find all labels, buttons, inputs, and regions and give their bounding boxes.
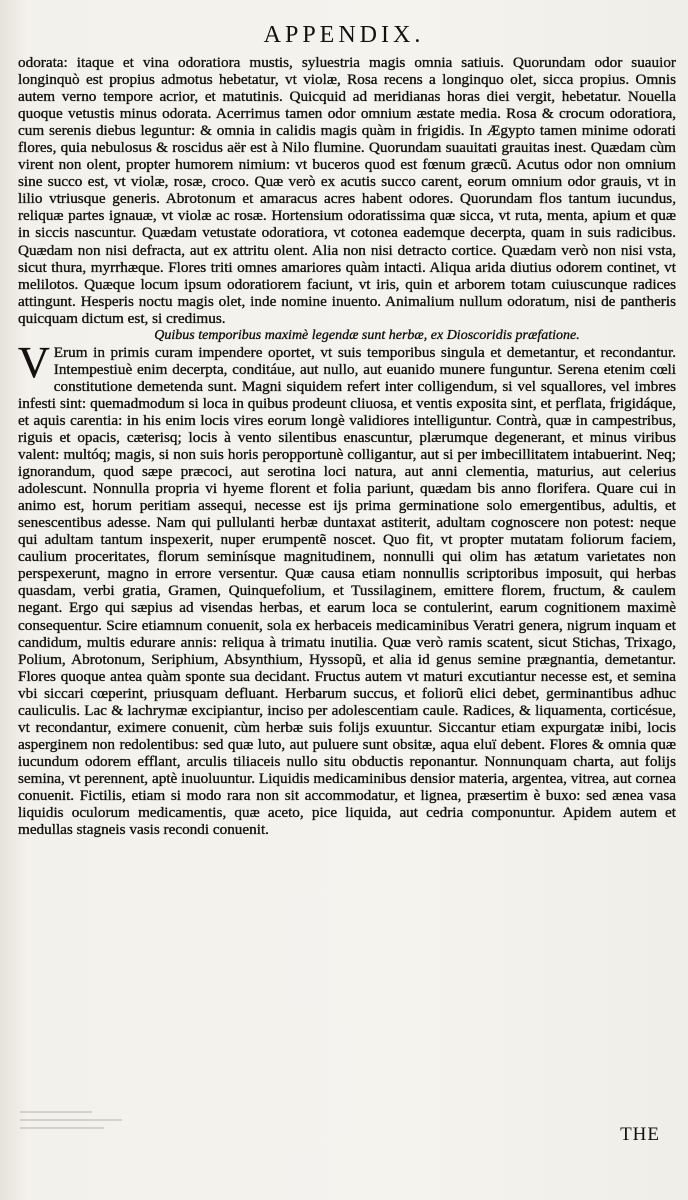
bleed-through-marks [20,1105,140,1145]
paragraph-odors: odorata: itaque et vina odoratiora mustis, syluestria magis omnia satiuis. Quorundam odor suauior longinquò est propius admotus hebetatur, vt violæ, Rosa recens a longinquo olet, sicca propius. Omnis autem verno tempore acrior, et matutinis. Quicquid ad meridianas horas diei vergit, hebetatur. Nouella quoque vetustis minus odorata. Acerrimus tamen odor omnium æstate media. Rosa & crocum odoratiora, cum serenis diebus leguntur: & omnia in calidis magis quàm in frigidis. In Ægypto tamen minime odorati flores, quia nebulosus & roscidus aër est à Nilo flumine. Quorundam suauitati grauitas inest. Quædam cùm virent non olent, propter humorem nimium: vt buceros quod est fœnum græcũ. Acutus odor non omnium sine succo est, vt violæ, rosæ, croco. Quæ verò ex acutis succo carent, eorum omnium odor grauis, vt in lilio vtriusque generis. Abrotonum et amaracus acres habent odores. Quorundam flos tantum iucundus, reliquæ partes ignauæ, vt violæ ac rosæ. Hortensium odoratissima quæ sicca, vt ruta, menta, apium et quæ in siccis nascuntur. Quædam vetustate odoratiora, vt cotonea eademque decerpta, quam in suis radicibus. Quædam non nisi defracta, aut ex attritu olent. Alia non nisi detracto cortice. Quædam verò non nisi vsta, sicut thura, myrrhæque. Flores triti omnes amariores quàm intacti. Aliqua arida diutius odorem continet, vt melilotos. Quæque locum ipsum odoratiorem faciunt, vt iris, quin et arborem totam cuiuscunque radices attingunt. Hesperis noctu magis olet, inde nomine inuento. Animalium nullum odoratum, nisi de pantheris quicquam dictum est, si credimus. [18,54,676,327]
paragraph-harvest [18,337,676,839]
catchword: THE [620,1124,660,1145]
paragraph-harvest-text: Erum in primis curam impendere oportet, vt suis temporibus singula et demetantur, et recondantur. Intempestiuè enim decerpta, conditáue, aut nullo, aut euanido munere funguntur. Serena etenim cœli constitutione demetenda sunt. Magni siquidem refert inter colligendum, si vel squallores, vel imbres infesti sint: quemadmodum si loca in quibus prodeunt cliuosa, et ventis exposita sint, et perflata, frigidáque, et aquis carentia: in his enim locis vires eorum longè validiores intelliguntur. Contrà, quæ in campestribus, riguis et opacis, cæterisq; locis à vento silentibus enascuntur, plærumque degenerant, et minus viribus valent: multóq; magis, si non suis horis peropportunè colligantur, aut si per imbecillitatem intabuerint. Neq; ignorandum, quod sæpe præcoci, aut serotina loci natura, aut anni clementia, maturius, aut celerius adolescunt. Nonnulla propria vi hyeme florent et folia pariunt, quædam bis anno florifera. Quare cui in animo est, horum peritiam assequi, necesse est ijs prima germinatione solo emergentibus, adultis, et senescentibus adesse. Nam qui pullulanti herbæ duntaxat astiterit, adultam cognoscere non potest: neque qui adultam tantum inspexerit, nuper erumpentẽ noscet. Quo fit, vt propter mutatam foliorum faciem, caulium proceritates, florum seminísque magnitudinem, nonnulli qui olim has ætatum varietates non perspexerunt, magno in errore versentur. Quæ causa etiam nonnullis scriptoribus imposuit, qui herbas quasdam, verbi gratia, Gramen, Quinquefolium, et Tussilaginem, emittere florem, fructum, & caulem negant. Ergo qui sæpius ad visendas herbas, et earum loca se contulerint, earum cognitionem maximè consequentur. Scire etiamnum conuenit, sola ex herbaceis medicaminibus Veratri genera, nigrum inquam et candidum, multis edurare annis: reliqua à trimatu inutilia. Quæ verò ramis scatent, sicut Stichas, Trixago, Polium, Abrotonum, Seriphium, Absynthium, Hyssopũ, et alia id genus semine prægnantia, demetantur. Flores quoque antea quàm sponte sua decidant. Fructus autem vt maturi excutiantur necesse est, et semina vbi siccari cœperint, priusquam defluant. Herbarum succus, et foliorũ elici debet, germinantibus adhuc cauliculis. Lac & lachrymæ excipiantur, inciso per adolescentiam caule. Radices, & liquamenta, corticésue, vt recondantur, eximere conuenit, cùm herbæ suis folijs exuuntur. Siccantur etiam expurgatæ inibi, locis asperginem non redolentibus: sed quæ luto, aut puluere sunt obsitæ, aqua eluï debent. Flores & omnia quæ iucundum odorem efflant, arculis tiliaceis nullo situ obductis reponantur. Nonnunquam charta, aut folijs semina, vt perennent, aptè inuoluuntur. Liquidis medicaminibus densior materia, argentea, vitrea, aut cornea conuenit. Fictilis, etiam si modo rara non sit accommodatur, et lignea, præsertim è buxo: sed ænea vasa liquidis oculorum medicamentis, quæ aceto, pice liquida, aut cedria componuntur. Apidem autem et medullas stagneis vasis recondi conuenit. [18,343,676,839]
section-heading: Quibus temporibus maximè legendæ sunt herbæ, ex Dioscoridis præfatione. [154,327,580,343]
body-text [18,54,676,838]
running-title: APPENDIX. [263,22,425,48]
drop-cap: V [18,337,50,387]
